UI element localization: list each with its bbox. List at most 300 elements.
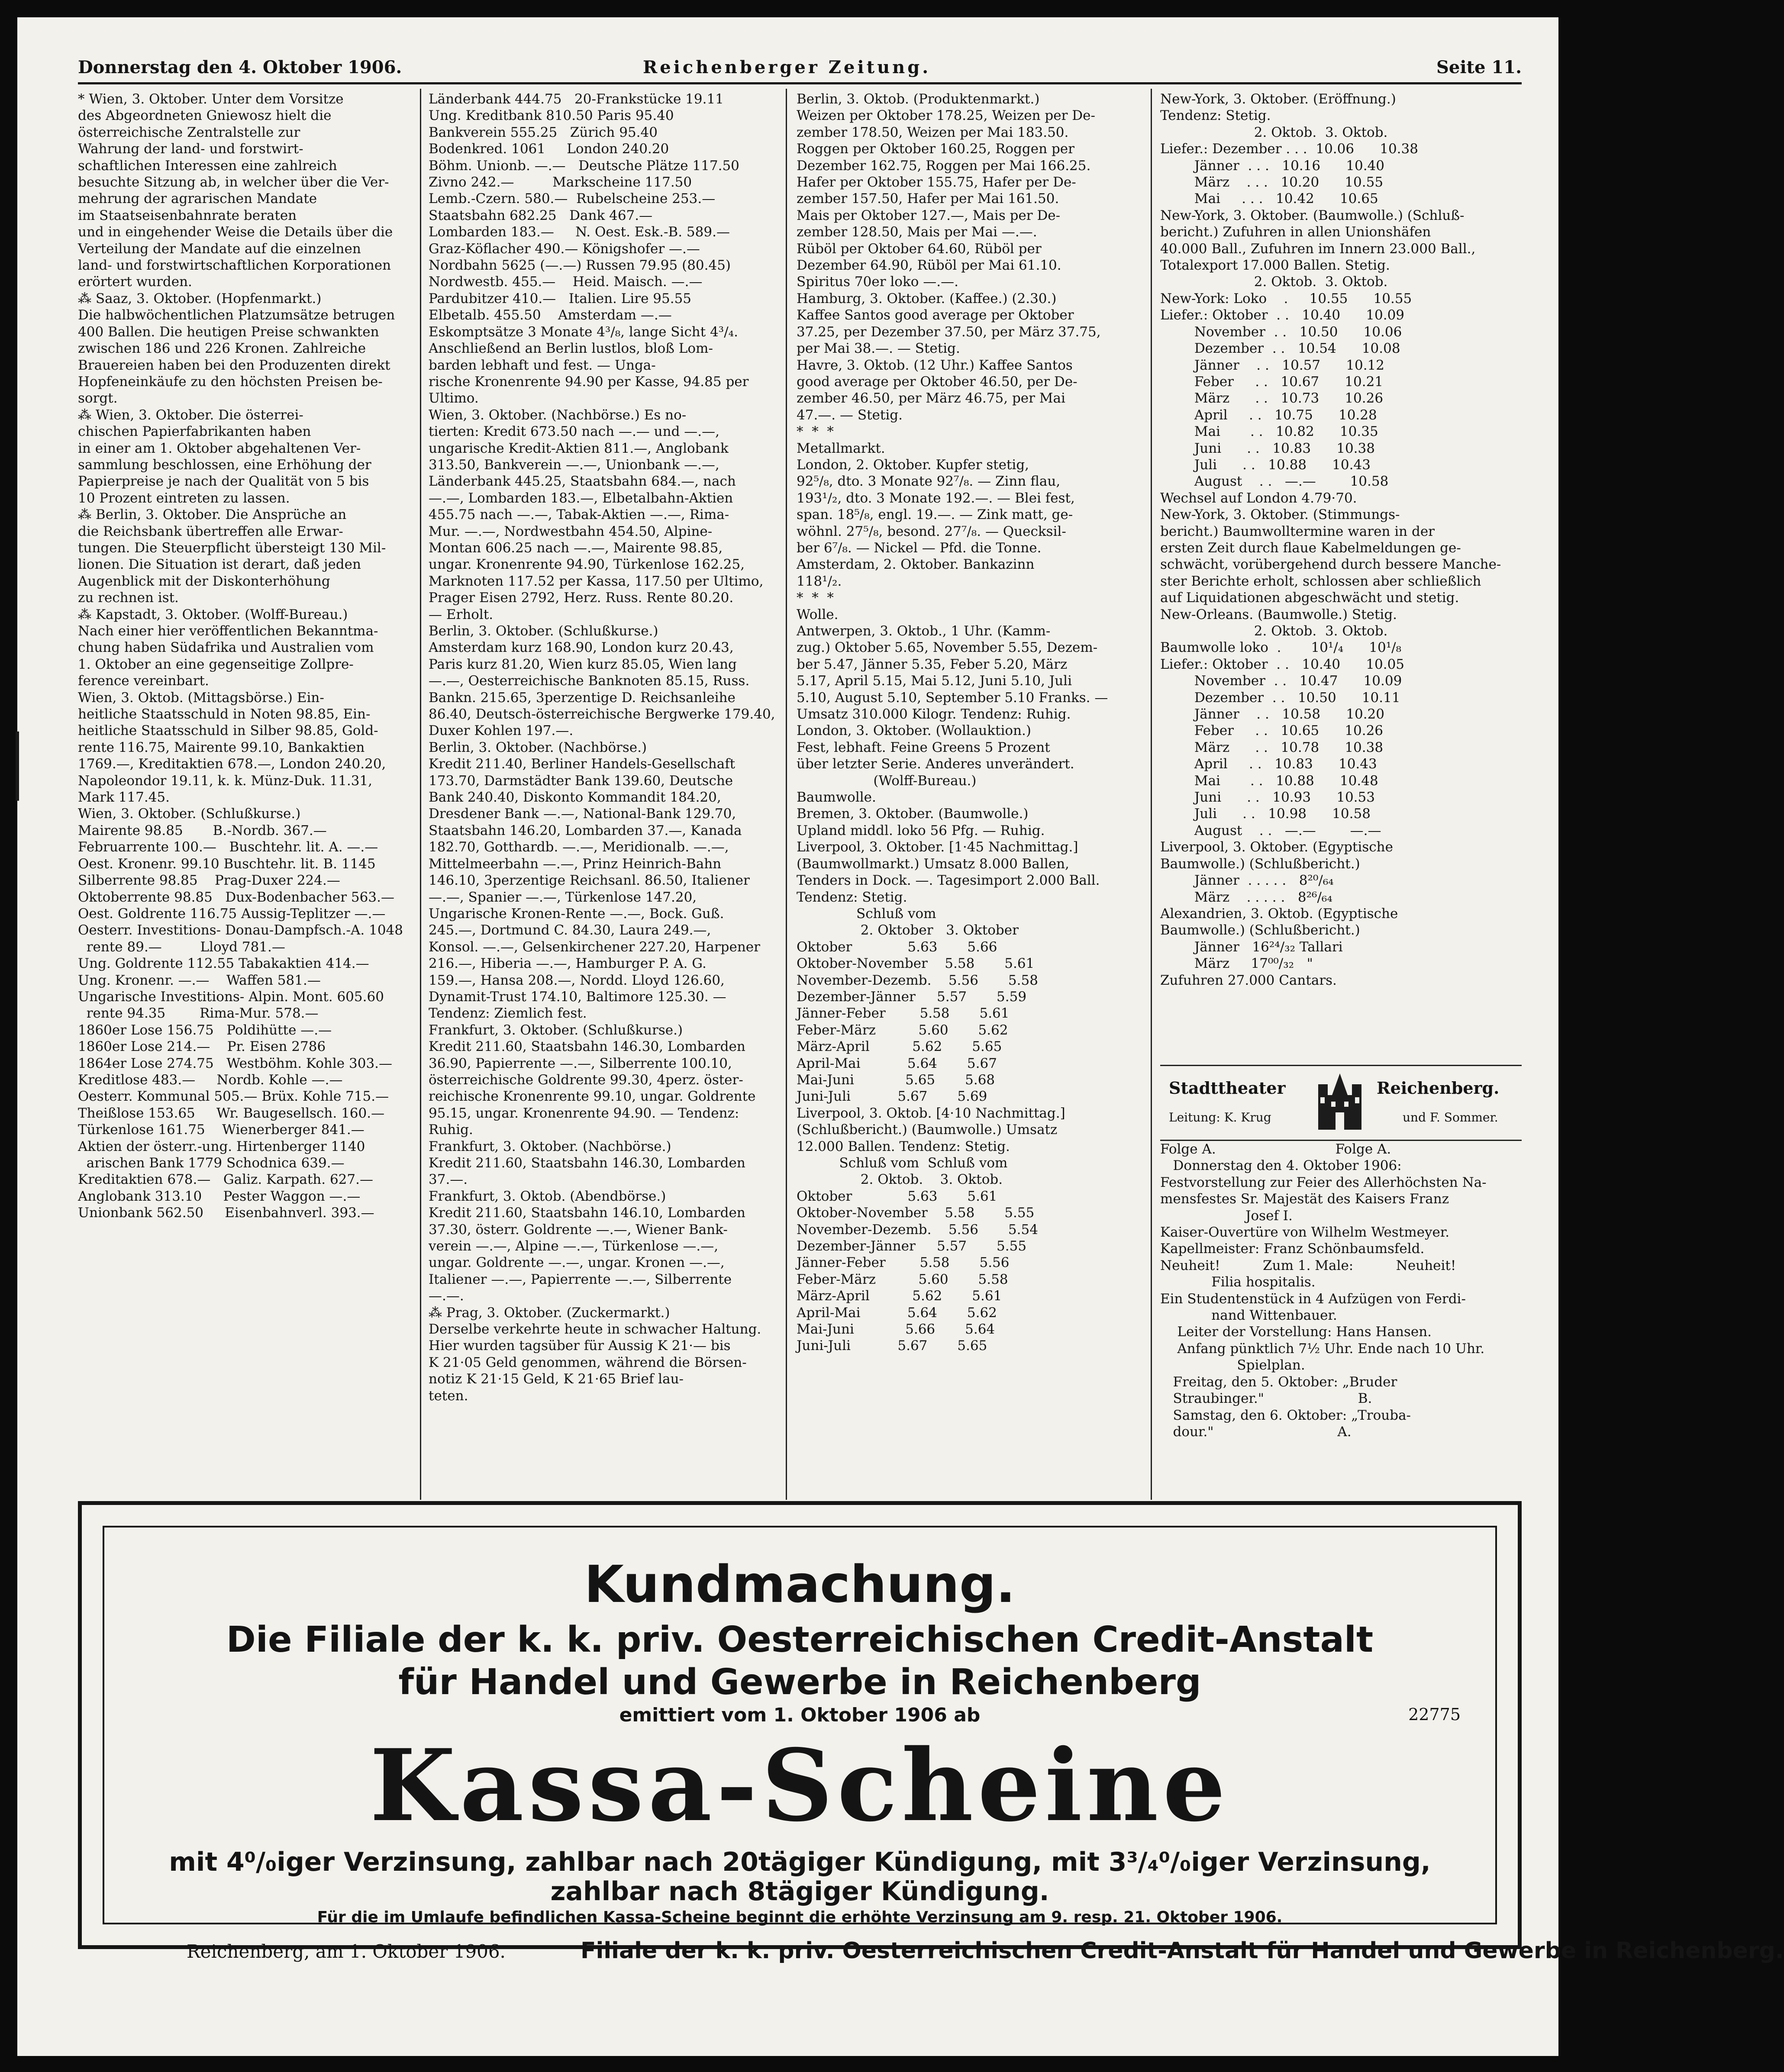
text-line: Jänner-Feber 5.58 5.61	[797, 1005, 1010, 1021]
text-line: Kredit 211.60, Staatsbahn 146.30, Lombarden	[429, 1155, 745, 1171]
text-line: (Baumwollmarkt.) Umsatz 8.000 Ballen,	[797, 856, 1069, 872]
text-line: Hopfeneinkäufe zu den höchsten Preisen be-	[78, 374, 383, 390]
text-line: Liefer.: Oktober . . 10.40 10.09	[1160, 307, 1405, 323]
text-line: reichische Kronenrente 99.10, ungar. Goldrente	[429, 1089, 756, 1105]
text-line: 10 Prozent eintreten zu lassen.	[78, 490, 290, 506]
text-line: New-York, 3. Oktober. (Baumwolle.) (Schluß-	[1160, 207, 1465, 223]
ad-place-date: Reichenberg, am 1. Oktober 1906.	[187, 1941, 506, 1962]
text-line: November . . 10.50 10.06	[1160, 324, 1402, 340]
text-line: Staatsbahn 146.20, Lombarden 37.—, Kanada	[429, 822, 742, 838]
text-line: Oesterr. Kommunal 505.— Brüx. Kohle 715.—	[78, 1089, 389, 1105]
text-line: und in eingehender Weise die Details über die	[78, 224, 393, 240]
text-line: Kredit 211.60, Staatsbahn 146.10, Lombarden	[429, 1205, 745, 1221]
text-line: Prager Eisen 2792, Herz. Russ. Rente 80.20.	[429, 590, 734, 606]
text-line: Baumwolle.	[797, 789, 876, 806]
text-line: 400 Ballen. Die heutigen Preise schwankten	[78, 324, 379, 340]
text-line: Upland middl. loko 56 Pfg. — Ruhig.	[797, 822, 1045, 838]
text-line: Mai . . 10.88 10.48	[1160, 773, 1378, 789]
text-line: 92⁵/₈, dto. 3 Monate 92⁷/₈. — Zinn flau,	[797, 474, 1061, 490]
text-line: New-Orleans. (Baumwolle.) Stetig.	[1160, 606, 1397, 622]
text-line: (Wolff-Bureau.)	[797, 773, 977, 789]
text-line: heitliche Staatsschuld in Silber 98.85, Gold-	[78, 723, 378, 739]
text-line: 2. Oktob. 3. Oktob.	[1160, 274, 1388, 290]
text-line: März-April 5.62 5.61	[797, 1288, 1002, 1304]
text-line: tierten: Kredit 673.50 nach —.— und —.—,	[429, 424, 719, 440]
text-line: April-Mai 5.64 5.67	[797, 1055, 997, 1071]
text-line: Kaffee Santos good average per Oktober	[797, 307, 1074, 323]
text-line: Kredit 211.60, Staatsbahn 146.30, Lombarden	[429, 1039, 745, 1055]
text-line: August . . —.— 10.58	[1160, 474, 1389, 490]
text-line: Mittelmeerbahn —.—, Prinz Heinrich-Bahn	[429, 856, 722, 872]
text-line: Liverpool, 3. Oktob. [4·10 Nachmittag.]	[797, 1105, 1065, 1121]
text-line: August . . —.— —.—	[1160, 822, 1381, 838]
column-rule	[786, 89, 787, 1500]
text-line: Ungarische Investitions- Alpin. Mont. 605.60	[78, 989, 384, 1005]
text-line: Baumwolle.) (Schlußbericht.)	[1160, 922, 1360, 938]
text-line: Donnerstag den 4. Oktober 1906:	[1160, 1158, 1402, 1174]
text-line: mensfestes Sr. Majestät des Kaisers Franz	[1160, 1191, 1449, 1207]
text-line: Oest. Goldrente 116.75 Aussig-Teplitzer —.—	[78, 905, 386, 922]
text-line: besuchte Sitzung ab, in welcher über die Ver-	[78, 174, 389, 190]
text-line: sammlung beschlossen, eine Erhöhung der	[78, 457, 371, 473]
text-line: April . . 10.75 10.28	[1160, 407, 1377, 423]
text-line: Elbetalb. 455.50 Amsterdam —.—	[429, 307, 672, 323]
text-line: Pardubitzer 410.— Italien. Lire 95.55	[429, 290, 692, 306]
text-line: —.—, Oesterreichische Banknoten 85.15, Russ.	[429, 673, 750, 689]
text-line: bericht.) Baumwolltermine waren in der	[1160, 523, 1435, 539]
text-line: ference vereinbart.	[78, 673, 209, 689]
text-line: Brauereien haben bei den Produzenten direkt	[78, 357, 390, 373]
text-line: —.—, Spanier —.—, Türkenlose 147.20,	[429, 889, 697, 905]
text-line: Liverpool, 3. Oktober. [1·45 Nachmittag.]	[797, 839, 1078, 855]
text-line: ungarische Kredit-Aktien 811.—, Anglobank	[429, 440, 729, 456]
text-line: Juli . . 10.88 10.43	[1160, 457, 1371, 473]
text-line: Juni-Juli 5.67 5.69	[797, 1089, 987, 1105]
text-line: Duxer Kohlen 197.—.	[429, 723, 574, 739]
text-line: 12.000 Ballen. Tendenz: Stetig.	[797, 1138, 1010, 1154]
text-line: Theißlose 153.65 Wr. Baugesellsch. 160.—	[78, 1105, 385, 1121]
text-line: 1769.—, Kreditaktien 678.—, London 240.20,	[78, 756, 386, 772]
text-line: Ruhig.	[429, 1122, 473, 1138]
text-line: zu rechnen ist.	[78, 590, 179, 606]
text-line: 1864er Lose 274.75 Westböhm. Kohle 303.—	[78, 1055, 393, 1071]
header-date: Donnerstag den 4. Oktober 1906.	[78, 57, 402, 77]
text-line: 2. Oktob. 3. Oktob.	[1160, 623, 1388, 639]
theater-notice	[1160, 1065, 1522, 1498]
text-line: 146.10, 3perzentige Reichsanl. 86.50, Italiener	[429, 873, 750, 889]
text-line: Dynamit-Trust 174.10, Baltimore 125.30. —	[429, 989, 726, 1005]
text-line: Havre, 3. Oktob. (12 Uhr.) Kaffee Santos	[797, 357, 1073, 373]
text-line: Samstag, den 6. Oktober: „Trouba-	[1160, 1407, 1411, 1423]
text-line: ber 5.47, Jänner 5.35, Feber 5.20, März	[797, 656, 1068, 672]
text-line: Rüböl per Oktober 64.60, Rüböl per	[797, 241, 1042, 257]
text-line: 2. Oktob. 3. Oktob.	[797, 1172, 1003, 1188]
text-line: Wien, 3. Oktober. (Nachbörse.) Es no-	[429, 407, 687, 423]
text-line: Nordwestb. 455.— Heid. Maisch. —.—	[429, 274, 703, 290]
text-line: Wien, 3. Oktob. (Mittagsbörse.) Ein-	[78, 690, 324, 706]
text-line: Unionbank 562.50 Eisenbahnverl. 393.—	[78, 1205, 374, 1221]
text-line: Lombarden 183.— N. Oest. Esk.-B. 589.—	[429, 224, 730, 240]
text-line: ber 6⁷/₈. — Nickel — Pfd. die Tonne.	[797, 540, 1042, 556]
text-line: in einer am 1. Oktober abgehaltenen Ver-	[78, 440, 361, 456]
text-line: Mai-Juni 5.65 5.68	[797, 1072, 995, 1088]
binding-edge-mark	[16, 731, 19, 801]
text-line: Mai . . 10.82 10.35	[1160, 424, 1378, 440]
ad-footnote: Für die im Umlaufe befindlichen Kassa-Scheine beginnt die erhöhte Verzinsung am 9. resp. 21. Oktober 1906.	[317, 1908, 1283, 1926]
text-line: Dresdener Bank —.—, National-Bank 129.70,	[429, 806, 736, 822]
text-line: Frankfurt, 3. Oktober. (Nachbörse.)	[429, 1138, 671, 1154]
text-line: * * *	[797, 424, 834, 440]
text-line: Jänner-Feber 5.58 5.56	[797, 1255, 1010, 1271]
text-line: teten.	[429, 1388, 468, 1404]
text-line: Jänner . . 10.57 10.12	[1160, 357, 1384, 373]
text-line: chung haben Südafrika und Australien vom	[78, 640, 374, 656]
text-line: zember 157.50, Hafer per Mai 161.50.	[797, 191, 1059, 207]
text-line: österreichische Zentralstelle zur	[78, 124, 300, 140]
text-line: ⁂ Berlin, 3. Oktober. Die Ansprüche an	[78, 507, 347, 523]
text-line: Nach einer hier veröffentlichen Bekanntma-	[78, 623, 378, 639]
text-line: Ung. Kreditbank 810.50 Paris 95.40	[429, 108, 674, 124]
text-line: per Mai 38.—. — Stetig.	[797, 341, 960, 357]
text-line: Weizen per Oktober 178.25, Weizen per De-	[797, 108, 1095, 124]
newspaper-page	[17, 17, 1784, 2056]
text-line: Wolle.	[797, 606, 839, 622]
theater-program	[1160, 1141, 1522, 1440]
text-line: Italiener —.—, Papierrente —.—, Silberrente	[429, 1271, 732, 1287]
text-line: März 17⁰⁰/₃₂ "	[1160, 956, 1313, 972]
text-line: Ung. Kronenr. —.— Waffen 581.—	[78, 972, 321, 988]
text-line: 5.10, August 5.10, September 5.10 Franks. —	[797, 690, 1108, 706]
text-line: Staatsbahn 682.25 Dank 467.—	[429, 207, 653, 223]
text-line: Umsatz 310.000 Kilogr. Tendenz: Ruhig.	[797, 706, 1071, 722]
text-line: April-Mai 5.64 5.62	[797, 1305, 997, 1321]
text-line: London, 2. Oktober. Kupfer stetig,	[797, 457, 1029, 473]
text-line: Ein Studentenstück in 4 Aufzügen von Ferdi-	[1160, 1291, 1466, 1307]
ad-interest-terms: mit 4⁰/₀iger Verzinsung, zahlbar nach 20tägiger Kündigung, mit 3³/₄⁰/₀iger Verzinsung,	[169, 1847, 1431, 1877]
text-line: Frankfurt, 3. Oktober. (Schlußkurse.)	[429, 1022, 683, 1038]
text-line: barden lebhaft und fest. — Unga-	[429, 357, 656, 373]
text-line: Tendenz: Ziemlich fest.	[429, 1005, 587, 1021]
text-line: (Schlußbericht.) (Baumwolle.) Umsatz	[797, 1122, 1058, 1138]
text-line: Oesterr. Investitions- Donau-Dampfsch.-A. 1048	[78, 922, 403, 938]
text-line: Frankfurt, 3. Oktob. (Abendbörse.)	[429, 1188, 666, 1204]
text-line: Tenders in Dock. —. Tagesimport 2.000 Ball.	[797, 873, 1100, 889]
text-line: ster Berichte erholt, schlossen aber schließlich	[1160, 573, 1481, 589]
text-line: Alexandrien, 3. Oktob. (Egyptische	[1160, 905, 1398, 922]
text-line: 118¹/₂.	[797, 573, 842, 589]
text-line: schwächt, vorübergehend durch bessere Manche-	[1160, 557, 1501, 573]
text-line: 36.90, Papierrente —.—, Silberrente 100.10,	[429, 1055, 732, 1071]
text-line: Amsterdam, 2. Oktober. Bankazinn	[797, 557, 1035, 573]
text-line: Spielplan.	[1160, 1357, 1305, 1373]
text-line: 40.000 Ball., Zufuhren im Innern 23.000 Ball.,	[1160, 241, 1476, 257]
text-line: Dezember . . 10.50 10.11	[1160, 690, 1400, 706]
text-line: — Erholt.	[429, 606, 494, 622]
text-line: Spiritus 70er loko —.—.	[797, 274, 958, 290]
text-line: Februarrente 100.— Buschtehr. lit. A. —.—	[78, 839, 378, 855]
text-line: Böhm. Unionb. —.— Deutsche Plätze 117.50	[429, 158, 739, 174]
text-line: bericht.) Zufuhren in allen Unionshäfen	[1160, 224, 1431, 240]
text-line: good average per Oktober 46.50, per De-	[797, 374, 1077, 390]
text-line: Liefer.: Dezember . . . 10.06 10.38	[1160, 141, 1418, 157]
text-line: Schluß vom Schluß vom	[797, 1155, 1008, 1171]
text-line: tungen. Die Steuerpflicht übersteigt 130 Mil-	[78, 540, 386, 556]
text-line: 455.75 nach —.—, Tabak-Aktien —.—, Rima-	[429, 507, 729, 523]
text-line: 245.—, Dortmund C. 84.30, Laura 249.—,	[429, 922, 711, 938]
theater-direction: Leitung: K. Krug	[1169, 1110, 1271, 1125]
ad-headline: Kassa-Scheine	[370, 1727, 1230, 1843]
theater-direction-2: und F. Sommer.	[1403, 1110, 1498, 1125]
text-line: wöhnl. 27⁵/₈, besond. 27⁷/₈. — Quecksil-	[797, 523, 1066, 539]
text-line: Kredit 211.40, Berliner Handels-Gesellschaft	[429, 756, 736, 772]
text-line: Metallmarkt.	[797, 440, 885, 456]
text-line: 1860er Lose 214.— Pr. Eisen 2786	[78, 1039, 326, 1055]
text-line: Neuheit! Zum 1. Male: Neuheit!	[1160, 1257, 1456, 1273]
text-line: zember 178.50, Weizen per Mai 183.50.	[797, 124, 1069, 140]
text-line: Liefer.: Oktober . . 10.40 10.05	[1160, 656, 1405, 672]
text-line: * Wien, 3. Oktober. Unter dem Vorsitze	[78, 91, 344, 107]
text-line: span. 18⁵/₈, engl. 19.—. — Zink matt, ge-	[797, 507, 1073, 523]
text-line: Juni . . 10.83 10.38	[1160, 440, 1375, 456]
text-line: ⁂ Prag, 3. Oktober. (Zuckermarkt.)	[429, 1305, 670, 1321]
text-line: Juni-Juli 5.67 5.65	[797, 1338, 987, 1354]
theater-header	[1160, 1065, 1522, 1141]
text-line: Freitag, den 5. Oktober: „Bruder	[1160, 1374, 1397, 1390]
text-line: Tendenz: Stetig.	[1160, 108, 1271, 124]
column-2	[429, 91, 775, 1500]
text-line: Napoleondor 19.11, k. k. Münz-Duk. 11.31,	[78, 773, 373, 789]
text-line: nand Wittenbauer.	[1160, 1308, 1337, 1324]
text-line: ungar. Kronenrente 94.90, Türkenlose 162.25,	[429, 557, 745, 573]
text-line: Bremen, 3. Oktober. (Baumwolle.)	[797, 806, 1029, 822]
text-line: Marknoten 117.52 per Kassa, 117.50 per Ultimo,	[429, 573, 764, 589]
text-line: auf Liquidationen abgeschwächt und stetig.	[1160, 590, 1459, 606]
text-line: land- und forstwirtschaftlichen Korporationen	[78, 258, 391, 274]
text-line: 173.70, Darmstädter Bank 139.60, Deutsche	[429, 773, 733, 789]
text-line: 37.25, per Dezember 37.50, per März 37.75,	[797, 324, 1101, 340]
text-line: Oktober 5.63 5.66	[797, 939, 997, 955]
text-line: 1860er Lose 156.75 Poldihütte —.—	[78, 1022, 332, 1038]
text-line: verein —.—, Alpine —.—, Türkenlose —.—,	[429, 1238, 719, 1254]
column-1	[78, 91, 413, 1500]
column-rule	[420, 89, 421, 1500]
text-line: ⁂ Saaz, 3. Oktober. (Hopfenmarkt.)	[78, 290, 322, 306]
text-line: —.—, Lombarden 183.—, Elbetalbahn-Aktien	[429, 490, 733, 506]
text-line: Juni . . 10.93 10.53	[1160, 789, 1375, 806]
text-line: Tendenz: Stetig.	[797, 889, 907, 905]
text-line: Feber . . 10.65 10.26	[1160, 723, 1384, 739]
text-line: Kaiser-Ouvertüre von Wilhelm Westmeyer.	[1160, 1225, 1450, 1241]
text-line: erörtert wurden.	[78, 274, 192, 290]
text-line: Länderbank 444.75 20-Frankstücke 19.11	[429, 91, 724, 107]
text-line: dour." A.	[1160, 1424, 1352, 1440]
text-line: Wechsel auf London 4.79·70.	[1160, 490, 1357, 506]
text-line: April . . 10.83 10.43	[1160, 756, 1377, 772]
text-line: 5.17, April 5.15, Mai 5.12, Juni 5.10, Juli	[797, 673, 1072, 689]
text-line: Ung. Goldrente 112.55 Tabakaktien 414.—	[78, 956, 369, 972]
text-line: zug.) Oktober 5.65, November 5.55, Dezem-	[797, 640, 1098, 656]
text-line: März . . . . . 8²⁶/₆₄	[1160, 889, 1332, 905]
text-line: Anschließend an Berlin lustlos, bloß Lom-	[429, 341, 713, 357]
text-line: Mur. —.—, Nordwestbahn 454.50, Alpine-	[429, 523, 713, 539]
text-line: die Reichsbank übertreffen alle Erwar-	[78, 523, 343, 539]
text-line: über letzter Serie. Anderes unverändert.	[797, 756, 1074, 772]
text-line: 2. Oktob. 3. Oktob.	[1160, 124, 1388, 140]
ad-notice-terms: zahlbar nach 8tägiger Kündigung.	[550, 1876, 1049, 1907]
text-line: Baumwolle.) (Schlußbericht.)	[1160, 856, 1360, 872]
text-line: Dezember . . 10.54 10.08	[1160, 341, 1400, 357]
text-line: 313.50, Bankverein —.—, Unionbank —.—,	[429, 457, 719, 473]
text-line: Ungarische Kronen-Rente —.—, Bock. Guß.	[429, 905, 724, 922]
text-line: März . . 10.73 10.26	[1160, 390, 1384, 406]
text-line: Oktoberrente 98.85 Dux-Bodenbacher 563.—	[78, 889, 394, 905]
header-page-number: Seite 11.	[1436, 57, 1522, 77]
text-line: Papierpreise je nach der Qualität von 5 bis	[78, 474, 369, 490]
text-line: Augenblick mit der Diskonterhöhung	[78, 573, 330, 589]
text-line: Leiter der Vorstellung: Hans Hansen.	[1160, 1324, 1432, 1340]
text-line: Wahrung der land- und forstwirt-	[78, 141, 303, 157]
text-line: März . . . 10.20 10.55	[1160, 174, 1384, 190]
text-line: Hamburg, 3. Oktober. (Kaffee.) (2.30.)	[797, 290, 1057, 306]
text-line: österreichische Goldrente 99.30, 4perz. öster-	[429, 1072, 743, 1088]
text-line: 2. Oktober 3. Oktober	[797, 922, 1019, 938]
text-line: Türkenlose 161.75 Wienerberger 841.—	[78, 1122, 365, 1138]
column-4	[1160, 91, 1522, 1060]
ad-issuer-location: für Handel und Gewerbe in Reichenberg	[398, 1662, 1201, 1703]
text-line: November-Dezemb. 5.56 5.54	[797, 1221, 1038, 1237]
text-line: lionen. Die Situation ist derart, daß jeden	[78, 557, 361, 573]
text-line: Oktober-November 5.58 5.55	[797, 1205, 1035, 1221]
column-rule	[1151, 89, 1152, 1500]
text-line: Fest, lebhaft. Feine Greens 5 Prozent	[797, 739, 1050, 755]
text-line: November-Dezemb. 5.56 5.58	[797, 972, 1038, 988]
text-line: Aktien der österr.-ung. Hirtenberger 1140	[78, 1138, 365, 1154]
text-line: Silberrente 98.85 Prag-Duxer 224.—	[78, 873, 340, 889]
text-line: Folge A. Folge A.	[1160, 1141, 1391, 1157]
text-line: Bodenkred. 1061 London 240.20	[429, 141, 669, 157]
text-line: London, 3. Oktober. (Wollauktion.)	[797, 723, 1031, 739]
text-line: ⁂ Kapstadt, 3. Oktober. (Wolff-Bureau.)	[78, 606, 348, 622]
text-line: 86.40, Deutsch-österreichische Bergwerke 179.40,	[429, 706, 775, 722]
text-line: mehrung der agrarischen Mandate	[78, 191, 317, 207]
text-line: Konsol. —.—, Gelsenkirchener 227.20, Harpener	[429, 939, 760, 955]
text-line: Oest. Kronenr. 99.10 Buschtehr. lit. B. 1145	[78, 856, 376, 872]
text-line: Mark 117.45.	[78, 789, 170, 806]
text-line: Juli . . 10.98 10.58	[1160, 806, 1371, 822]
text-line: Hafer per Oktober 155.75, Hafer per De-	[797, 174, 1076, 190]
text-line: Anfang pünktlich 7½ Uhr. Ende nach 10 Uhr.	[1160, 1341, 1485, 1357]
text-line: Kreditlose 483.— Nordb. Kohle —.—	[78, 1072, 343, 1088]
text-line: Antwerpen, 3. Oktob., 1 Uhr. (Kamm-	[797, 623, 1051, 639]
text-line: ungar. Goldrente —.—, ungar. Kronen —.—,	[429, 1255, 725, 1271]
text-line: Feber-März 5.60 5.62	[797, 1022, 1008, 1038]
ad-issue-date: emittiert vom 1. Oktober 1906 ab	[619, 1704, 981, 1726]
ad-reference-number: 22775	[1408, 1705, 1461, 1724]
text-line: Dezember-Jänner 5.57 5.59	[797, 989, 1027, 1005]
text-line: Filia hospitalis.	[1160, 1274, 1316, 1290]
text-line: Derselbe verkehrte heute in schwacher Haltung.	[429, 1321, 761, 1337]
text-line: schaftlichen Interessen eine zahlreich	[78, 158, 337, 174]
text-line: Mais per Oktober 127.—, Mais per De-	[797, 207, 1061, 223]
text-line: Dezember 64.90, Rüböl per Mai 61.10.	[797, 258, 1061, 274]
text-line: Mai . . . 10.42 10.65	[1160, 191, 1378, 207]
text-line: Dezember 162.75, Roggen per Mai 166.25.	[797, 158, 1091, 174]
text-line: Länderbank 445.25, Staatsbahn 684.—, nach	[429, 474, 736, 490]
text-line: Nordbahn 5625 (—.—) Russen 79.95 (80.45)	[429, 258, 731, 274]
text-line: Dezember-Jänner 5.57 5.55	[797, 1238, 1027, 1254]
text-line: rente 89.— Lloyd 781.—	[78, 939, 285, 955]
text-line: New-York: Loko . 10.55 10.55	[1160, 290, 1412, 306]
text-line: Anglobank 313.10 Pester Waggon —.—	[78, 1188, 361, 1204]
text-line: Lemb.-Czern. 580.— Rubelscheine 253.—	[429, 191, 716, 207]
text-line: Festvorstellung zur Feier des Allerhöchsten Na-	[1160, 1174, 1487, 1190]
city-arms-emblem	[1310, 1071, 1370, 1134]
text-line: Verteilung der Mandate auf die einzelnen	[78, 241, 361, 257]
text-line: Zivno 242.— Markscheine 117.50	[429, 174, 692, 190]
text-line: K 21·05 Geld genommen, während die Börsen-	[429, 1354, 747, 1370]
text-line: Jänner . . . 10.16 10.40	[1160, 158, 1384, 174]
text-line: Jänner . . 10.58 10.20	[1160, 706, 1384, 722]
text-line: März-April 5.62 5.65	[797, 1039, 1002, 1055]
text-line: Zufuhren 27.000 Cantars.	[1160, 972, 1337, 988]
text-line: Graz-Köflacher 490.— Königshofer —.—	[429, 241, 700, 257]
text-line: Oktober 5.63 5.61	[797, 1188, 997, 1204]
text-line: Roggen per Oktober 160.25, Roggen per	[797, 141, 1074, 157]
text-line: 37.30, österr. Goldrente —.—, Wiener Bank-	[429, 1221, 728, 1237]
text-line: Eskomptsätze 3 Monate 4³/₈, lange Sicht 4³/₄.	[429, 324, 738, 340]
text-line: rente 94.35 Rima-Mur. 578.—	[78, 1005, 319, 1021]
ad-issuer: Die Filiale der k. k. priv. Oesterreichischen Credit-Anstalt	[226, 1619, 1374, 1660]
text-line: Bankn. 215.65, 3perzentige D. Reichsanleihe	[429, 690, 736, 706]
text-line: Josef I.	[1160, 1208, 1293, 1224]
text-line: Mai-Juni 5.66 5.64	[797, 1321, 995, 1337]
text-line: Schluß vom	[797, 905, 936, 922]
text-line: 182.70, Gotthardb. —.—, Meridionalb. —.—,	[429, 839, 729, 855]
text-line: 1. Oktober an eine gegenseitige Zollpre-	[78, 656, 354, 672]
text-line: Feber-März 5.60 5.58	[797, 1271, 1008, 1287]
text-line: ersten Zeit durch flaue Kabelmeldungen ge-	[1160, 540, 1461, 556]
text-line: Berlin, 3. Oktob. (Produktenmarkt.)	[797, 91, 1040, 107]
header-masthead: Reichenberger Zeitung.	[643, 57, 931, 77]
text-line: November . . 10.47 10.09	[1160, 673, 1402, 689]
text-line: Berlin, 3. Oktober. (Nachbörse.)	[429, 739, 647, 755]
header-rule	[78, 82, 1522, 84]
text-line: Kreditaktien 678.— Galiz. Karpath. 627.—	[78, 1172, 373, 1188]
text-line: Hier wurden tagsüber für Aussig K 21·— bis	[429, 1338, 731, 1354]
text-line: Die halbwöchentlichen Platzumsätze betrugen	[78, 307, 395, 323]
text-line: New-York, 3. Oktober. (Stimmungs-	[1160, 507, 1400, 523]
text-line: Totalexport 17.000 Ballen. Stetig.	[1160, 258, 1390, 274]
text-line: Ultimo.	[429, 390, 479, 406]
text-line: Liverpool, 3. Oktober. (Egyptische	[1160, 839, 1393, 855]
text-line: 159.—, Hansa 208.—, Nordd. Lloyd 126.60,	[429, 972, 725, 988]
text-line: Bank 240.40, Diskonto Kommandit 184.20,	[429, 789, 721, 806]
text-line: rente 116.75, Mairente 99.10, Bankaktien	[78, 739, 365, 755]
text-line: Paris kurz 81.20, Wien kurz 85.05, Wien lang	[429, 656, 737, 672]
text-line: chischen Papierfabrikanten haben	[78, 424, 311, 440]
text-line: Jänner . . . . . 8²⁰/₆₄	[1160, 873, 1334, 889]
text-line: Straubinger." B.	[1160, 1391, 1372, 1407]
text-line: Oktober-November 5.58 5.61	[797, 956, 1035, 972]
text-line: Baumwolle loko . 10¹/₄ 10¹/₈	[1160, 640, 1402, 656]
text-line: Amsterdam kurz 168.90, London kurz 20.43,	[429, 640, 734, 656]
text-line: 47.—. — Stetig.	[797, 407, 903, 423]
text-line: 37.—.	[429, 1172, 468, 1188]
text-line: des Abgeordneten Gniewosz hielt die	[78, 108, 332, 124]
text-line: März . . 10.78 10.38	[1160, 739, 1384, 755]
text-line: * * *	[797, 590, 834, 606]
text-line: Bankverein 555.25 Zürich 95.40	[429, 124, 658, 140]
